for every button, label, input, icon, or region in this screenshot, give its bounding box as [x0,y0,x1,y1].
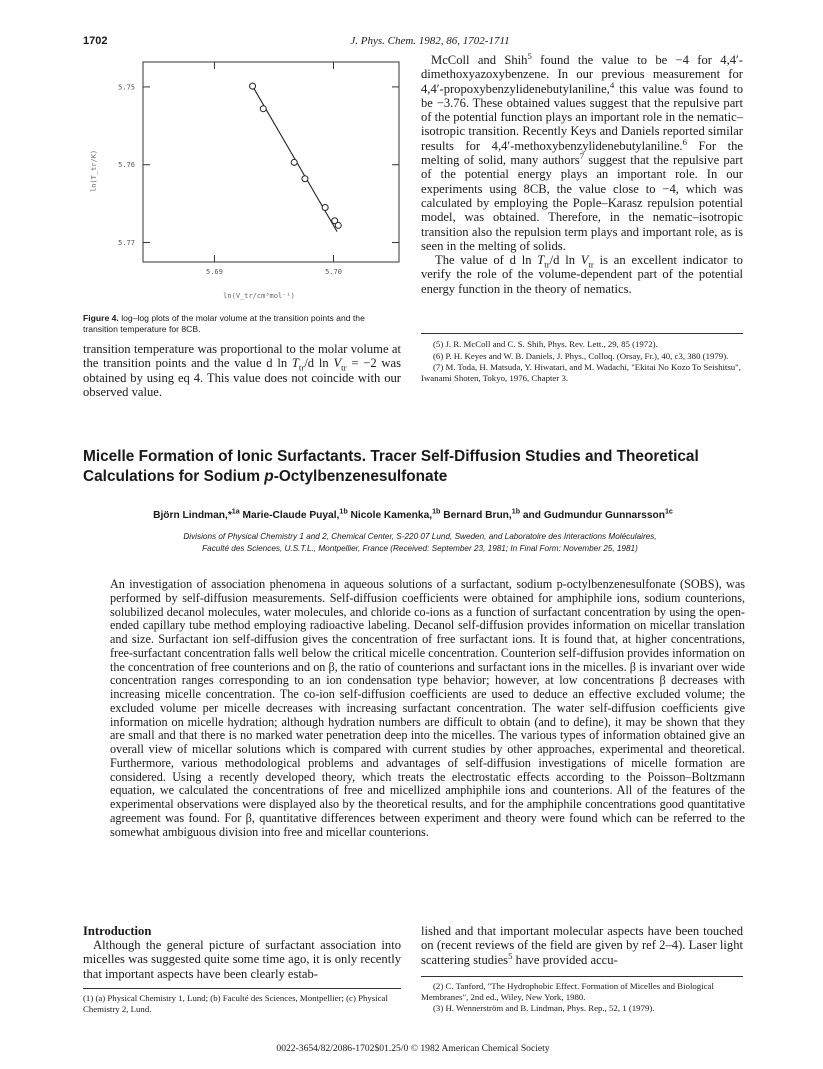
affiliation-line-1: Divisions of Physical Chemistry 1 and 2, Chemical Center, S-220 07 Lund, Sweden, and Laboratoire des Interactions Moléculaires, [183,532,657,541]
x-tick-label: 5.70 [325,268,342,276]
footnotes-right [421,981,743,1015]
y-tick-label: 5.77 [118,239,135,248]
x-axis-label: ln(V_tr/cm³mol⁻¹) [223,292,295,300]
plot-frame [143,62,399,262]
data-point [260,106,266,112]
y-axis-label: ln(T_tr/K) [90,149,98,192]
figure-caption [83,313,401,335]
references-rule [421,333,743,334]
authors: Björn Lindman,*$^{1a}$ Marie-Claude Puyal,$^{1b}$ Nicole Kamenka,$^{1b}$ Bernard Brun,$^{1b}$ and Gudmundur Gunnarsson$^{1c}$ [153,507,673,521]
right-column [421,50,744,296]
footnote-rule-left [83,988,401,989]
page-number: 1702 [83,35,108,47]
data-point [302,176,308,182]
data-point [291,159,297,165]
affiliation [110,531,730,555]
figure-4-plot [83,52,413,304]
title-line-1: Micelle Formation of Ionic Surfactants. Tracer Self-Diffusion Studies and Theoretical [83,448,699,465]
title-line-2: Calculations for Sodium p-Octylbenzenesulfonate [83,468,448,485]
footnote-1: (1) (a) Physical Chemistry 1, Lund; (b) Faculté des Sciences, Montpellier; (c) Physical Chemistry 2, Lund. [83,993,388,1014]
tick-labels [118,83,342,276]
x-tick-label: 5.69 [206,268,223,276]
abstract: An investigation of association phenomena in aqueous solutions of a surfactant, sodium p-octylbenzenesulfonate (SOBS), was performed by self-diffusion measurements. Self-diffusion coefficients were obtained for amphiphile ions, sodium counterions, solubilized decanol molecules, water molecules, and chloride co-ions as a function of surfactant concentration by using the open-ended capillary tube method employing radioactive labeling. Decanol self-diffusion provides information on micellar translation and size. Surfactant ion self-diffusion gives the concentration of free surfactant ions. It is found that, at higher concentrations, free-surfactant concentration falls well below the critical micelle concentration. Counterion self-diffusion provides information on the concentration of free counterions and on β, the ratio of counterions and surfactant ions in the micelles. β is invariant over wide concentration ranges corresponding to an ion condensation type behavior; however, at low concentrations β decreases with increasing micelle concentration. The co-ion self-diffusion coefficients are used to deduce an effective excluded volume; the excluded volume per micelle decreases with increasing surfactant concentration. The water self-diffusion coefficients give information on micelle hydration; although hydration numbers are difficult to obtain (and to define), it may be shown that they are small and that there is no marked water penetration deep into the micelles. The various types of information obtained give an overall view of micellar solutions which is compared with current studies by other approaches, experimental and theoretical. Furthermore, various methodological problems and advantages of self-diffusion investigations of micelle formation are considered. Using a recently developed theory, which treats the electrostatic effects according to the Poisson–Boltzmann equation, we calculated the concentrations of free and micellized amphiphile ions and counterions. All of the features of the experimental observations were displayed also by the theoretical results, and for the amphiphile concentrations good quantitative agreement was found. For β, quantitative differences between experiment and theory were found which can be referred to the somewhat ambiguous division into free and micellar counterions. [110,577,745,839]
affiliation-line-2: Faculté des Sciences, U.S.T.L., Montpellier, France (Received: September 23, 1981; In Final Form: November 25, 1981) [202,544,638,553]
article-title [83,447,743,487]
footnote-2: (2) C. Tanford, "The Hydrophobic Effect. Formation of Micelles and Biological Membranes", 2nd ed., Wiley, New York, 1980. [421,981,714,1002]
introduction-heading: Introduction [83,924,152,938]
right-paragraph-2: The value of d $\ln T_{tr}/d$ $\ln V_{tr}$ is an excellent indicator to verify the role of the volume-dependent part of the potential energy function in the theory of nematics. [421,253,743,296]
caption-label: Figure 4. [83,313,119,323]
left-column-paragraph: transition temperature was proportional to the molar volume at the transition points and the value d $\ln T_{tr}/d$ $\ln V_{tr} = -2$ was obtained by using eq 4. This value does not coincide with our observed value. [83,342,401,399]
footnote-3: (3) H. Wennerström and B. Lindman, Phys. Rep., 52, 1 (1979). [433,1003,655,1014]
y-tick-label: 5.75 [118,83,135,92]
reference-6: (6) P. H. Keyes and W. B. Daniels, J. Phys., Colloq. (Orsay, Fr.), 40, c3, 380 (1979). [433,350,729,361]
data-point [322,205,328,211]
reference-7: (7) M. Toda, H. Matsuda, Y. Hiwatari, and M. Wadachi, "Ekitai No Kozo To Seishitsu", Iwanami Shoten, Tokyo, 1976, Chapter 3. [421,362,741,383]
caption-text: log–log plots of the molar volume at the transition points and the transition temperature for 8CB. [83,313,365,334]
introduction-left: Although the general picture of surfactant association into micelles was suggested quite some time ago, it is only recently that important aspects have been clearly estab- [83,938,401,981]
journal-header: J. Phys. Chem. 1982, 86, 1702-1711 [350,35,510,47]
page-footer: 0022-3654/82/2086-1702$01.25/0 © 1982 American Chemical Society [276,1043,550,1054]
y-tick-label: 5.76 [118,161,135,170]
references-top [421,339,743,384]
reference-5: (5) J. R. McColl and C. S. Shih, Phys. Rev. Lett., 29, 85 (1972). [433,339,658,349]
footnote-rule-right [421,976,743,977]
right-paragraph-1: McColl and Shih$^5$ found the value to be −4 for 4,4′-dimethoxyazoxybenzene. In our previous measurement for 4,4′-propoxybenzylidenebutylaniline,$^4$ this value was found to be −3.76. These obtained values suggest that the repulsive part of the potential function plays an important role in the nematic–isotropic transition. Recently Keys and Daniels reported similar results for 4,4′-methoxybenzylidenebutylaniline.$^6$ For the melting of solid, many authors$^7$ suggest that the repulsive part of the potential energy plays an important role. In our experiments using 8CB, the value close to −4, which was calculated by employing the Pople–Karasz repulsion potential model, was obtained. Therefore, in the nematic–isotropic transition also the repulsion term plays and important role, as is seen in the melting of solids. [421,50,744,253]
introduction-right: lished and that important molecular aspects have been touched on (recent reviews of the field are given by ref 2–4). Laser light scattering studies$^5$ have provided accu- [421,924,743,967]
data-point [250,83,256,89]
data-point [335,222,341,228]
axis-ticks [143,62,399,262]
